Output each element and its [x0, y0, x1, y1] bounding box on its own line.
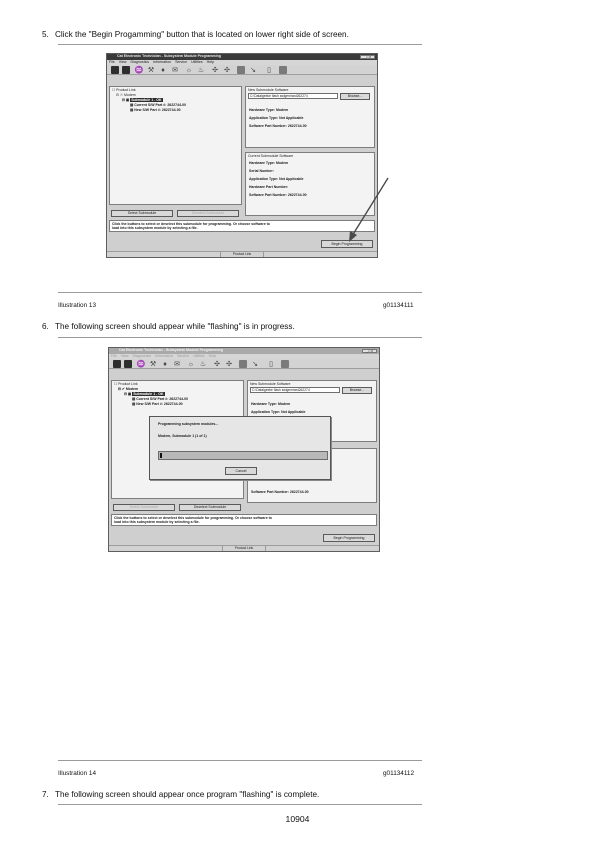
menu-file[interactable]: File	[109, 60, 115, 64]
step-text: Click the "Begin Progamming" button that is located on lower right side of screen.	[55, 30, 349, 39]
tree-item-modem[interactable]: ⊟ ✔ Modem	[118, 387, 139, 391]
begin-programming-button[interactable]: Begin Programming	[323, 534, 375, 542]
menu-service[interactable]: Service	[177, 354, 190, 358]
menu-information[interactable]: Information	[155, 354, 174, 358]
deselect-submodule-button[interactable]: Deselect Submodule	[179, 504, 241, 511]
status-product-link: Product Link	[222, 546, 265, 551]
step-5	[42, 29, 349, 40]
diagnostics-icon[interactable]: ⚒	[147, 66, 155, 74]
browse-button[interactable]: Browse...	[340, 93, 370, 100]
status-icon[interactable]: ♦	[161, 66, 165, 74]
begin-programming-button[interactable]: Begin Programming	[321, 240, 373, 248]
browse-button[interactable]: Browse...	[342, 387, 372, 394]
new-application-type: Application Type: Not Applicable	[249, 116, 304, 120]
tree-item-submodule[interactable]: ⊟ ▣ Submodule 1 - OK	[122, 98, 162, 102]
print-icon[interactable]	[124, 360, 132, 368]
step-6	[42, 321, 295, 332]
diagnostics-icon[interactable]: ⚒	[149, 360, 157, 368]
instructions-text: Click the buttons to select or deselect this submodule for programming. Or choose software to load into this subsystem module by selecting a file.	[114, 516, 272, 525]
menu-information[interactable]: Information	[153, 60, 172, 64]
calibration-icon[interactable]: ♨	[199, 360, 207, 368]
new-hardware-type: Hardware Type: Modem	[251, 402, 291, 406]
step-number: 7.	[42, 790, 49, 799]
print-icon[interactable]	[122, 66, 130, 74]
module-tree	[109, 86, 242, 205]
step-text: The following screen should appear while "flashing" is in progress.	[55, 322, 295, 331]
document-icon[interactable]: ▯	[269, 360, 273, 368]
menu-diagnostics[interactable]: Diagnostics	[130, 60, 150, 64]
tools-icon[interactable]: ✣	[226, 360, 232, 368]
flash-icon[interactable]: ☼	[187, 360, 195, 368]
tree-item-product-link[interactable]: ☐ Product Link	[114, 382, 138, 386]
status-icon[interactable]: ♦	[163, 360, 167, 368]
new-software-header: New Submodule Software	[248, 88, 289, 92]
illustration-13-code: g01134111	[383, 302, 414, 309]
screenshot-2-window	[108, 347, 380, 552]
window-controls[interactable]: _ □ X	[362, 349, 377, 353]
tree-item-current-part[interactable]: ▤ Current S/W Part #: 2622744-00	[132, 397, 189, 401]
toolbar	[109, 359, 379, 369]
dialog-title: Programming subsystem modules...	[158, 422, 219, 426]
divider	[58, 44, 422, 45]
toolbar	[107, 65, 377, 75]
select-submodule-button[interactable]: Select Submodule	[113, 504, 175, 511]
new-hardware-type: Hardware Type: Modem	[249, 108, 289, 112]
menu-diagnostics[interactable]: Diagnostics	[132, 354, 152, 358]
cancel-button[interactable]: Cancel	[225, 467, 257, 475]
connect-icon[interactable]	[113, 360, 121, 368]
divider	[58, 292, 422, 293]
menu-file[interactable]: File	[111, 354, 117, 358]
illustration-13-label: Illustration 13	[58, 302, 97, 309]
step-7	[42, 789, 319, 800]
menu-service[interactable]: Service	[175, 60, 188, 64]
menu-utilities[interactable]: Utilities	[193, 354, 205, 358]
tree-item-current-part[interactable]: ▤ Current S/W Part #: 2622744-00	[130, 103, 187, 107]
tree-item-product-link[interactable]: ☐ Product Link	[112, 88, 136, 92]
status-bar	[107, 251, 377, 257]
menu-help[interactable]: Help	[206, 60, 215, 64]
divider	[58, 804, 422, 805]
current-hardware-type: Hardware Type: Modem	[249, 161, 289, 165]
settings-icon[interactable]: ✣	[214, 360, 220, 368]
instructions-box	[109, 220, 375, 232]
new-software-header: New Submodule Software	[250, 382, 291, 386]
window-title: Cat Electronic Technician - Subsystem Module Programming	[107, 54, 377, 60]
help-icon[interactable]	[279, 66, 287, 74]
graph-icon[interactable]: ✉	[174, 360, 180, 368]
progress-fill	[160, 453, 162, 458]
programming-progress-dialog	[149, 416, 331, 480]
module-icon[interactable]	[237, 66, 245, 74]
divider	[58, 760, 422, 761]
software-part-number: Software Part Number: 2622744-00	[251, 490, 309, 494]
instructions-box	[111, 514, 377, 526]
tree-item-submodule[interactable]: ⊟ ▣ Submodule 1 - OK	[124, 392, 164, 396]
deselect-submodule-button[interactable]: Deselect Submodule	[177, 210, 239, 217]
tree-item-new-part[interactable]: ▤ New S/W Part #: 2622744-00	[132, 402, 183, 406]
page-number: 10904	[285, 814, 310, 824]
menu-help[interactable]: Help	[208, 354, 217, 358]
status-bar	[109, 545, 379, 551]
current-hardware-part: Hardware Part Number:	[249, 185, 289, 189]
tree-item-modem[interactable]: ⊟ ☉ Modem	[116, 93, 136, 97]
illustration-14-label: Illustration 14	[58, 770, 97, 777]
status-product-link: Product Link	[220, 252, 263, 257]
tree-item-new-part[interactable]: ▤ New S/W Part #: 2622744-00	[130, 108, 181, 112]
new-software-panel	[245, 86, 375, 148]
menu-view[interactable]: View	[118, 60, 127, 64]
programming-progress-bar	[158, 451, 328, 460]
menu-view[interactable]: View	[120, 354, 129, 358]
calibration-icon[interactable]: ♨	[197, 66, 205, 74]
select-submodule-button[interactable]: Select Submodule	[111, 210, 173, 217]
step-number: 6.	[42, 322, 49, 331]
connect-icon[interactable]	[111, 66, 119, 74]
menu-utilities[interactable]: Utilities	[191, 60, 203, 64]
arrow-shaft	[352, 178, 388, 236]
software-path-input[interactable]: C:\Datalgeeke flash swlgem\wst262274	[250, 387, 340, 393]
pointer-arrow	[340, 170, 400, 250]
illustration-14-code: g01134112	[383, 770, 415, 777]
current-application-type: Application Type: Not Applicable	[249, 177, 304, 181]
instructions-text: Click the buttons to select or deselect this submodule for programming. Or choose software to load into this subsystem module by selecting a file.	[112, 222, 270, 231]
settings-icon[interactable]: ✣	[212, 66, 218, 74]
new-application-type: Application Type: Not Applicable	[251, 410, 306, 414]
tools-icon[interactable]: ✣	[224, 66, 230, 74]
signal-icon[interactable]: ♒	[136, 360, 146, 368]
dialog-detail: Modem, Submodule 1 (1 of 1)	[158, 434, 207, 438]
new-software-part: Software Part Number: 2622744-00	[249, 124, 307, 128]
flash-icon[interactable]: ☼	[185, 66, 193, 74]
step-number: 5.	[42, 30, 49, 39]
graph-icon[interactable]: ✉	[172, 66, 178, 74]
current-software-part: Software Part Number: 2622744-00	[249, 193, 307, 197]
help-icon[interactable]	[281, 360, 289, 368]
window-controls[interactable]: _ □ X	[360, 55, 375, 59]
divider	[58, 337, 422, 338]
current-serial-number: Serial Number:	[249, 169, 274, 173]
module-icon[interactable]	[239, 360, 247, 368]
document-icon[interactable]: ▯	[267, 66, 271, 74]
arrow-icon[interactable]: ↘	[252, 360, 258, 368]
arrow-icon[interactable]: ↘	[250, 66, 256, 74]
current-software-header: Current Submodule Software	[248, 154, 294, 158]
software-path-input[interactable]: C:\Datalgeeke flash swlgem\wst262274	[248, 93, 338, 99]
window-title: Cat Electronic Technician - Subsystem Module Programming	[109, 348, 379, 354]
arrow-head	[349, 231, 357, 242]
signal-icon[interactable]: ♒	[134, 66, 144, 74]
step-text: The following screen should appear once program "flashing" is complete.	[55, 790, 320, 799]
screenshot-1-window	[106, 53, 378, 258]
